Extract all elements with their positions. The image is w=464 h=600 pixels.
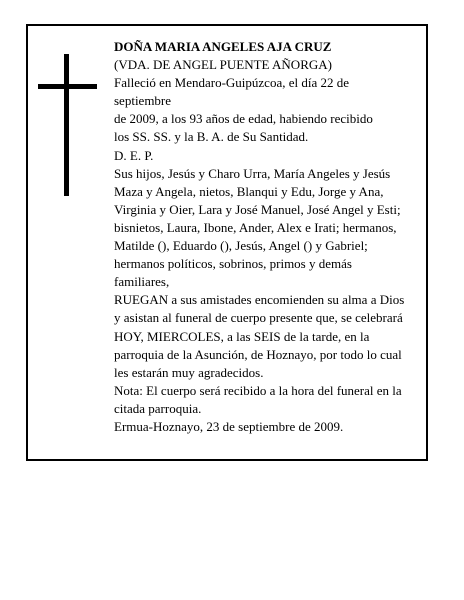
notice-line: los SS. SS. y la B. A. de Su Santidad.	[114, 129, 309, 145]
notice-line: RUEGAN a sus amistades encomienden su alma a Dios	[114, 292, 405, 308]
widow-of-line: (VDA. DE ANGEL PUENTE AÑORGA)	[114, 57, 332, 73]
notice-line: les estarán muy agradecidos.	[114, 364, 264, 380]
notice-line: Matilde (), Eduardo (), Jesús, Angel () y Gabriel;	[114, 238, 368, 254]
notice-line: Maza y Angela, nietos, Blanqui y Edu, Jorge y Ana,	[114, 183, 384, 199]
deceased-name: DOÑA MARIA ANGELES AJA CRUZ	[114, 39, 332, 54]
notice-line: Falleció en Mendaro-Guipúzcoa, el día 22 de	[114, 75, 349, 91]
notice-line: HOY, MIERCOLES, a las SEIS de la tarde, en la	[114, 328, 370, 344]
notice-line: bisnietos, Laura, Ibone, Ander, Alex e Irati; hermanos,	[114, 219, 397, 235]
obituary-text	[114, 38, 426, 436]
notice-line: hermanos políticos, sobrinos, primos y demás	[114, 256, 352, 272]
notice-line: Virginia y Oier, Lara y José Manuel, José Angel y Esti;	[114, 201, 401, 217]
notice-line: Nota: El cuerpo será recibido a la hora del funeral en la	[114, 382, 402, 398]
cross-horizontal-bar	[38, 84, 97, 89]
notice-line: D. E. P.	[114, 147, 154, 163]
cross-vertical-bar	[64, 54, 69, 196]
notice-line: de 2009, a los 93 años de edad, habiendo recibido	[114, 111, 373, 127]
notice-line: septiembre	[114, 93, 172, 109]
notice-line: familiares,	[114, 274, 170, 290]
notice-line: Ermua-Hoznayo, 23 de septiembre de 2009.	[114, 418, 344, 434]
notice-line: parroquia de la Asunción, de Hoznayo, por todo lo cual	[114, 346, 402, 362]
notice-line: y asistan al funeral de cuerpo presente que, se celebrará	[114, 310, 403, 326]
notice-line: Sus hijos, Jesús y Charo Urra, María Angeles y Jesús	[114, 165, 391, 181]
notice-line: citada parroquia.	[114, 400, 202, 416]
